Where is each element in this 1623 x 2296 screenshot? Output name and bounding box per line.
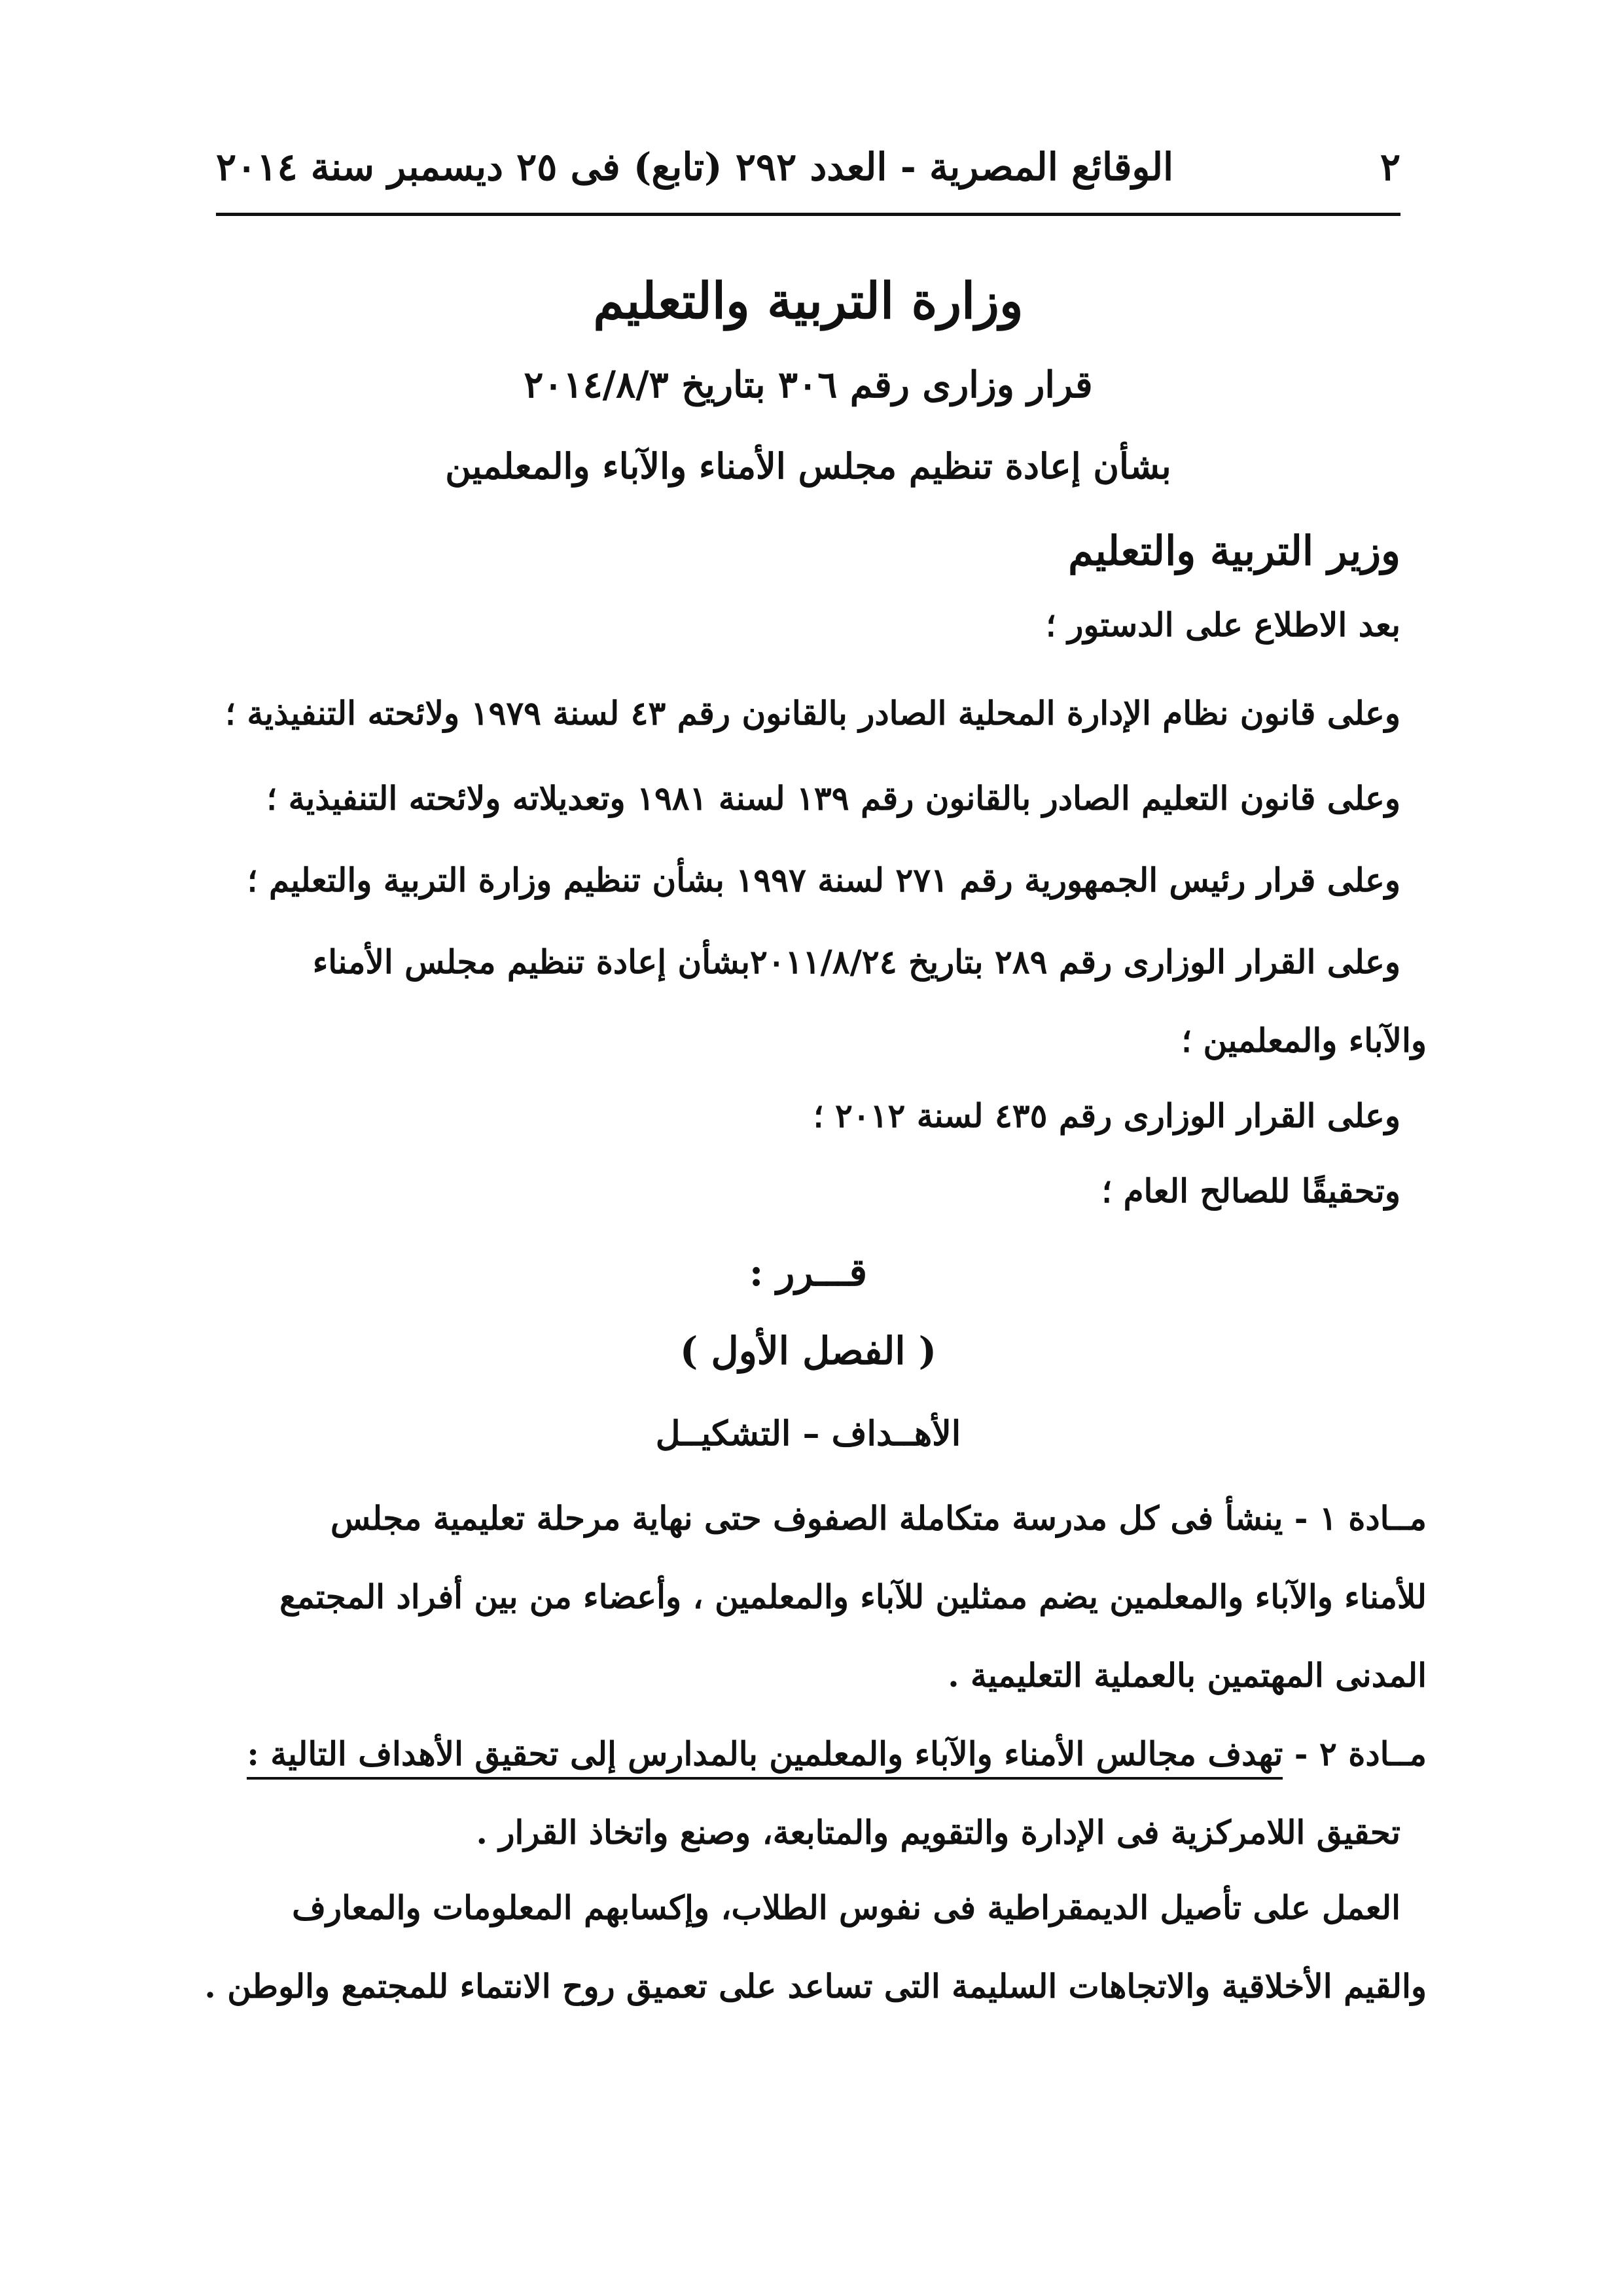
preamble-line: بعد الاطلاع على الدستور ؛	[1045, 605, 1400, 644]
page-number: ٢	[1380, 145, 1400, 189]
decree-subject: بشأن إعادة تنظيم مجلس الأمناء والآباء والمعلمين	[445, 445, 1171, 487]
goal-line: العمل على تأصيل الديمقراطية فى نفوس الطلاب، وإكسابهم المعلومات والمعارف	[292, 1888, 1400, 1927]
goal-line: تحقيق اللامركزية فى الإدارة والتقويم والمتابعة، وصنع واتخاذ القرار .	[476, 1813, 1400, 1852]
running-title: الوقائع المصرية - العدد ٢٩٢ (تابع) فى ٢٥ ديسمبر سنة ٢٠١٤	[216, 145, 1174, 189]
article-2-text: تهدف مجالس الأمناء والآباء والمعلمين بالمدارس إلى تحقيق الأهداف التالية :	[247, 1734, 1283, 1780]
goal-line: والقيم الأخلاقية والاتجاهات السليمة التى تساعد على تعميق روح الانتماء للمجتمع والوطن .	[204, 1967, 1427, 2005]
preamble-line: والآباء والمعلمين ؛	[1181, 1021, 1427, 1060]
running-header	[216, 131, 1400, 203]
article-1-line: مــادة ١ - ينشأ فى كل مدرسة متكاملة الصفوف حتى نهاية مرحلة تعليمية مجلس	[330, 1499, 1427, 1537]
preamble-line: وعلى قرار رئيس الجمهورية رقم ٢٧١ لسنة ١٩٩٧ بشأن تنظيم وزارة التربية والتعليم ؛	[247, 861, 1400, 899]
decree-number: قرار وزارى رقم ٣٠٦ بتاريخ ٢٠١٤/٨/٣	[524, 363, 1093, 406]
article-2-label: مــادة ٢ -	[1294, 1734, 1427, 1773]
article-1-line: للأمناء والآباء والمعلمين يضم ممثلين للآباء والمعلمين ، وأعضاء من بين أفراد المجتمع	[279, 1577, 1427, 1616]
decided-heading: قـــرر :	[749, 1250, 868, 1295]
preamble-line: وعلى قانون التعليم الصادر بالقانون رقم ١٣٩ لسنة ١٩٨١ وتعديلاته ولائحته التنفيذية ؛	[266, 779, 1400, 817]
ministry-title: وزارة التربية والتعليم	[593, 272, 1024, 330]
article-2-line	[249, 1734, 1427, 1774]
preamble-line: وعلى القرار الوزارى رقم ٤٣٥ لسنة ٢٠١٢ ؛	[813, 1096, 1400, 1135]
header-divider	[216, 213, 1400, 216]
article-1-line: المدنى المهتمين بالعملية التعليمية .	[948, 1656, 1427, 1695]
preamble-line: وتحقيقًا للصالح العام ؛	[1101, 1172, 1400, 1210]
chapter-heading: ( الفصل الأول )	[679, 1329, 937, 1373]
section-heading: الأهــداف – التشكيــل	[655, 1414, 961, 1454]
minister-title: وزير التربية والتعليم	[1068, 527, 1400, 575]
preamble-line: وعلى القرار الوزارى رقم ٢٨٩ بتاريخ ٢٠١١/٨/٢٤بشأن إعادة تنظيم مجلس الأمناء	[312, 942, 1400, 981]
preamble-line: وعلى قانون نظام الإدارة المحلية الصادر بالقانون رقم ٤٣ لسنة ١٩٧٩ ولائحته التنفيذية ؛	[225, 694, 1400, 732]
